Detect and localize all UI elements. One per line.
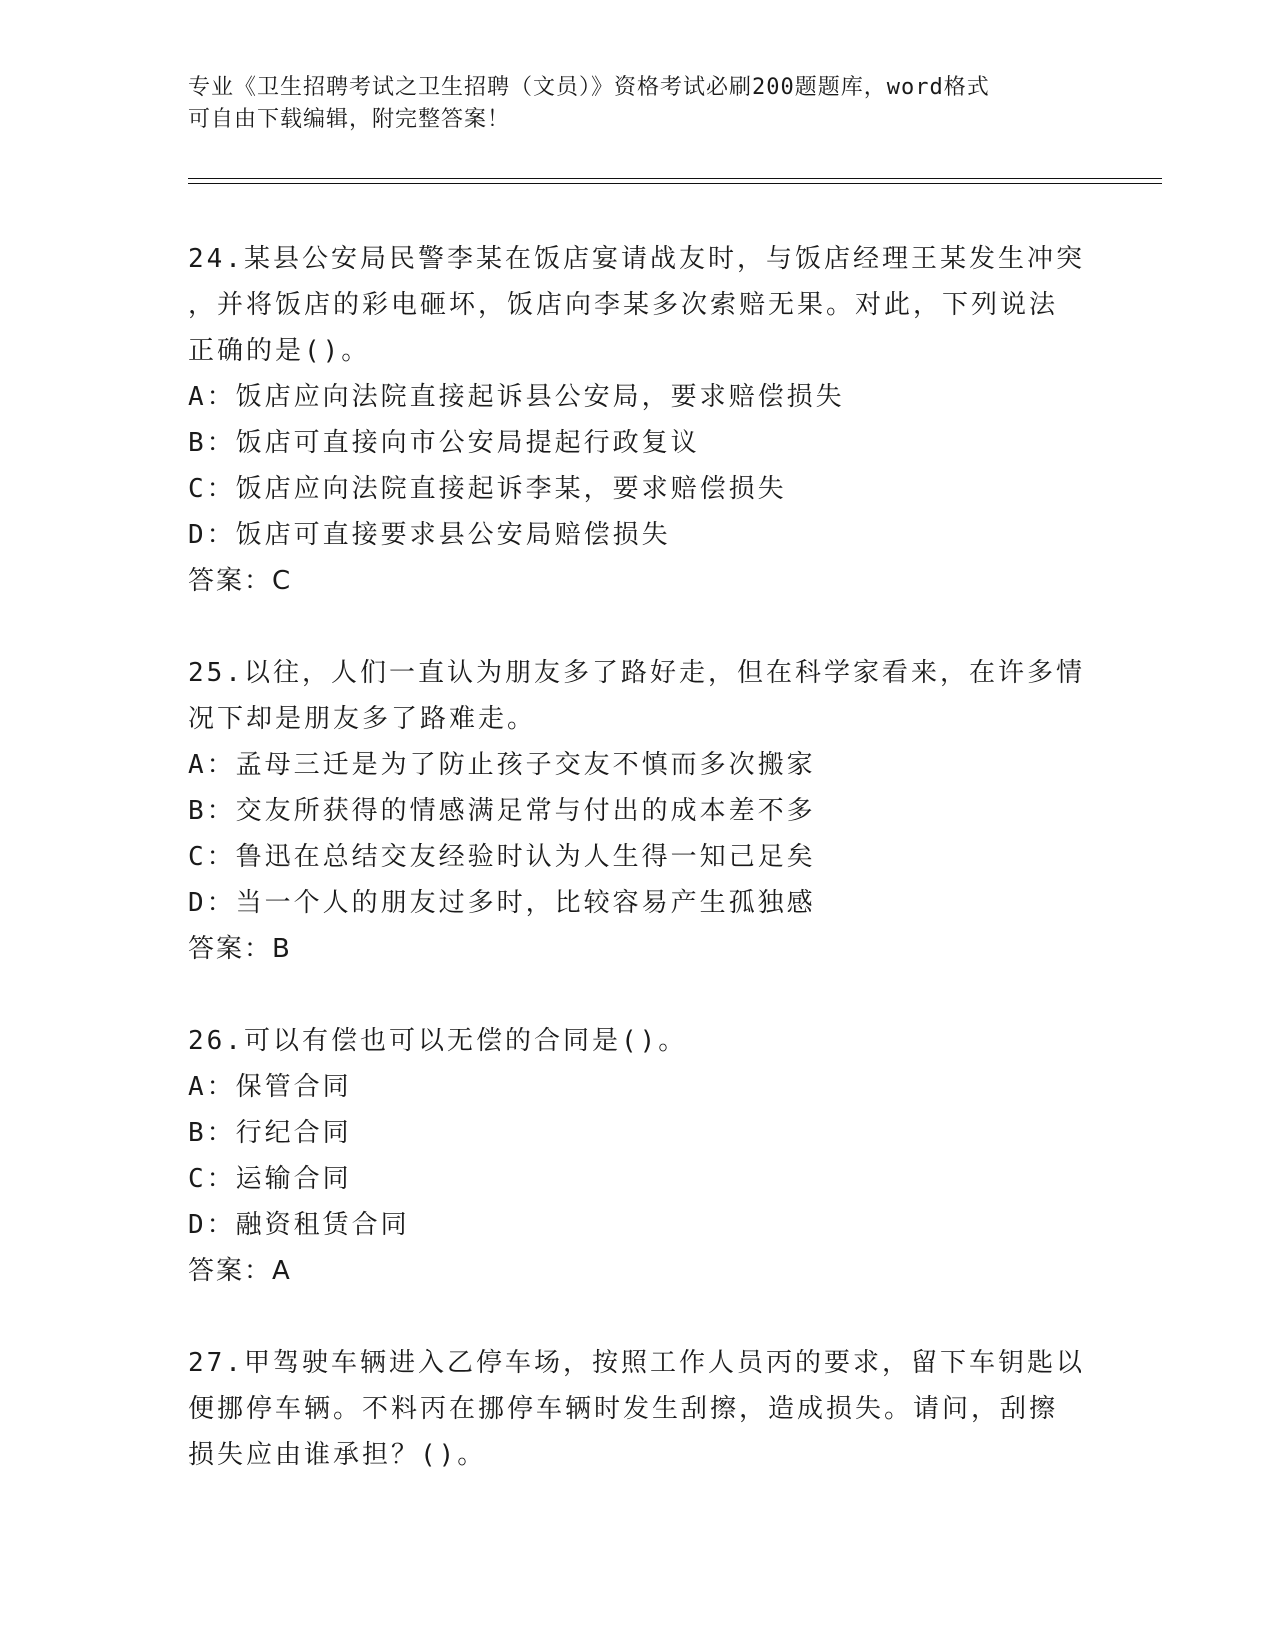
header-line: 可自由下载编辑，附完整答案！ <box>188 107 511 132</box>
option-c: C：鲁迅在总结交友经验时认为人生得一知己足矣 <box>188 842 816 872</box>
option-c: C：饭店应向法院直接起诉李某，要求赔偿损失 <box>188 474 787 504</box>
question-stem: 26.可以有偿也可以无偿的合同是()。 <box>188 1026 688 1056</box>
option-a: A：孟母三迁是为了防止孩子交友不慎而多次搬家 <box>188 750 816 780</box>
answer: 答案：C <box>188 566 293 596</box>
question-stem: 况下却是朋友多了路难走。 <box>188 704 537 734</box>
answer: 答案：A <box>188 1256 292 1286</box>
header-divider <box>188 183 1162 184</box>
option-b: B：行纪合同 <box>188 1118 352 1148</box>
question-stem: 损失应由谁承担？()。 <box>188 1440 487 1470</box>
question-stem: ，并将饭店的彩电砸坏，饭店向李某多次索赔无果。对此，下列说法 <box>188 290 1059 320</box>
question-stem: 25.以往，人们一直认为朋友多了路好走，但在科学家看来，在许多情 <box>188 658 1085 688</box>
answer: 答案：B <box>188 934 292 964</box>
option-c: C：运输合同 <box>188 1164 352 1194</box>
question-stem: 24.某县公安局民警李某在饭店宴请战友时，与饭店经理王某发生冲突 <box>188 244 1085 274</box>
option-a: A：保管合同 <box>188 1072 352 1102</box>
header-divider <box>188 178 1162 179</box>
header-line: 专业《卫生招聘考试之卫生招聘（文员）》资格考试必刷200题题库，word格式 <box>188 75 990 100</box>
question-25 <box>188 650 1088 972</box>
option-b: B：交友所获得的情感满足常与付出的成本差不多 <box>188 796 816 826</box>
question-stem: 便挪停车辆。不料丙在挪停车辆时发生刮擦，造成损失。请问，刮擦 <box>188 1394 1059 1424</box>
question-24 <box>188 236 1088 604</box>
option-d: D：当一个人的朋友过多时，比较容易产生孤独感 <box>188 888 816 918</box>
document-header <box>188 72 1088 136</box>
option-b: B：饭店可直接向市公安局提起行政复议 <box>188 428 700 458</box>
question-list <box>188 236 1088 1524</box>
question-26 <box>188 1018 1088 1294</box>
question-27 <box>188 1340 1088 1478</box>
option-a: A：饭店应向法院直接起诉县公安局，要求赔偿损失 <box>188 382 845 412</box>
option-d: D：融资租赁合同 <box>188 1210 410 1240</box>
question-stem: 正确的是()。 <box>188 336 371 366</box>
option-d: D：饭店可直接要求县公安局赔偿损失 <box>188 520 671 550</box>
question-stem: 27.甲驾驶车辆进入乙停车场，按照工作人员丙的要求，留下车钥匙以 <box>188 1348 1085 1378</box>
